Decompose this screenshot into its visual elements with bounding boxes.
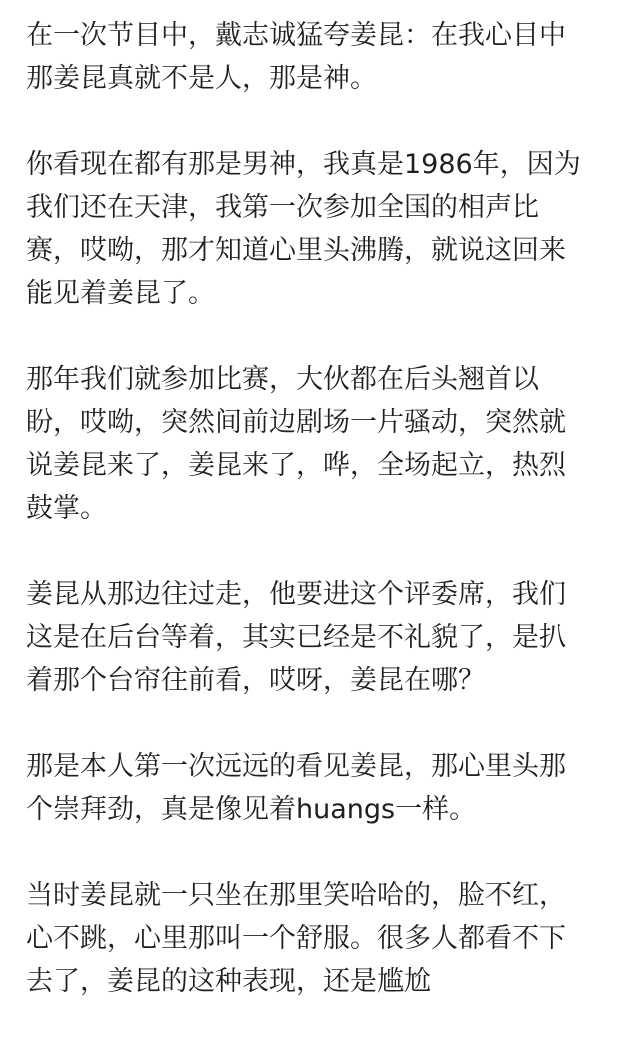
paragraph-5: 那是本人第一次远远的看见姜昆，那心里头那 个崇拜劲，真是像见着huangs一样。 xyxy=(26,751,566,825)
article-body xyxy=(26,14,616,1046)
paragraph-6: 当时姜昆就一只坐在那里笑哈哈的，脸不红， 心不跳，心里那叫一个舒服。很多人都看不下 去了，姜昆的这种表现，还是尴尬 xyxy=(26,880,566,997)
paragraph-4: 姜昆从那边往过走，他要进这个评委席，我们 这是在后台等着，其实已经是不礼貌了，是扒 着那个台帘往前看，哎呀，姜昆在哪？ xyxy=(26,579,566,696)
paragraph-2: 你看现在都有那是男神，我真是1986年，因为 我们还在天津，我第一次参加全国的相声比 赛，哎呦，那才知道心里头沸腾，就说这回来 能见着姜昆了。 xyxy=(26,149,581,309)
paragraph-3: 那年我们就参加比赛，大伙都在后头翘首以 盼，哎呦，突然间前边剧场一片骚动，突然就 说姜昆来了，姜昆来了，哗，全场起立，热烈 鼓掌。 xyxy=(26,364,566,524)
paragraph-1: 在一次节目中，戴志诚猛夸姜昆：在我心目中 那姜昆真就不是人，那是神。 xyxy=(26,20,566,94)
